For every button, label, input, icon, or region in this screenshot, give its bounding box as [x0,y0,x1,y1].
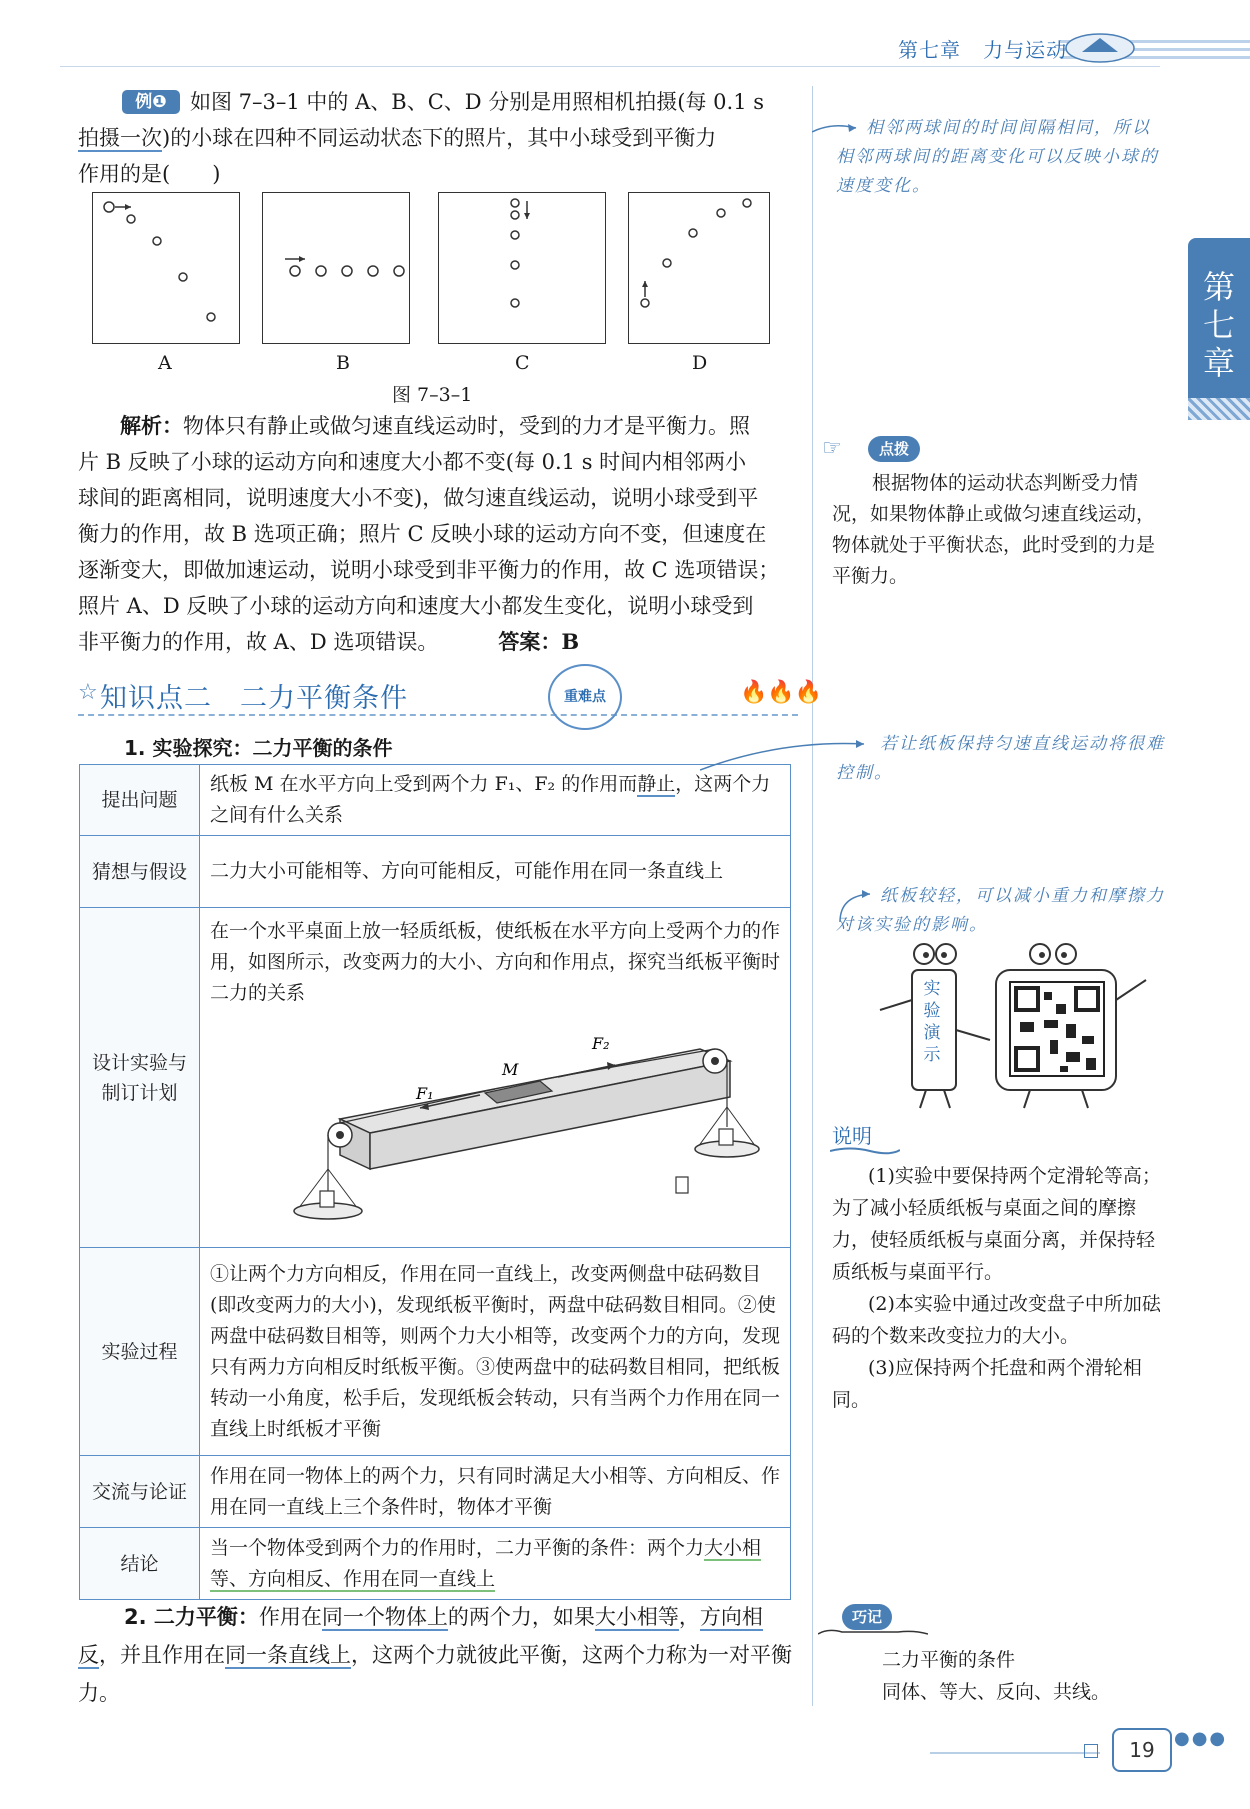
ball [342,266,352,276]
label-f2: F₂ [592,1034,610,1053]
cell-text: 在一个水平桌面上放一轻质纸板，使纸板在水平方向上受两个力的作用，如图所示，改变两力的大小、方向和作用点，探究当纸板平衡时二力的关系 [210,920,781,1004]
section-2 [78,1598,798,1712]
label-f1: F₁ [416,1084,434,1103]
explanation-item: (2)本实验中通过改变盘子中所加砝码的个数来改变拉力的大小。 [832,1293,1161,1347]
table-row [80,1528,791,1600]
header-chapter: 第七章 [898,38,961,62]
table-head: 提出问题 [80,765,200,836]
section-2-keyword: 同一个物体上 [321,1605,448,1629]
mnemonic-underline [818,1626,928,1638]
tab-stripe [1188,398,1250,420]
left-pulley [336,1131,344,1139]
example-underline: 拍摄一次 [78,126,162,150]
answer-label: 答案： [498,629,562,654]
explanation-item: (1)实验中要保持两个定滑轮等高；为了减小轻质纸板与桌面之间的摩擦力，使轻质纸板与桌面分离，并保持轻质纸板与桌面平行。 [832,1165,1161,1283]
mnemonic-line: 二力平衡的条件 [882,1649,1016,1671]
table-row [80,1248,791,1456]
analysis-line: 片 B 反映了小球的运动方向和速度大小都不变(每 0.1 s 时间内相邻两小 [78,450,747,474]
example-line-3: 作用的是( ) [78,162,221,186]
knowledge-point-title: 知识点二 二力平衡条件 [100,683,408,714]
side-note-1-text: 相邻两球间的时间间隔相同，所以相邻两球间的距离变化可以反映小球的速度变化。 [836,118,1159,196]
section-2-keyword: 同一条直线上 [225,1643,351,1667]
cell-underline: 大小相等、方向相反、作用在同一直线上 [210,1536,762,1590]
ball [179,273,187,281]
ball [316,266,326,276]
star-icon: ☆ [78,680,98,705]
key-point-stamp: 重难点 [548,664,622,730]
section-2-text: 作用在 [258,1605,322,1629]
ball [743,199,751,207]
chapter-header [898,34,1067,63]
analysis-line: 照片 A、D 反映了小球的运动方向和速度大小都发生变化，说明小球受到 [78,594,754,618]
table-head: 实验过程 [80,1248,200,1456]
chapter-tab-label: 第七章 [1202,268,1235,382]
table-row [80,1456,791,1528]
mnemonic-text [882,1644,1110,1708]
panel-label-b: B [336,352,350,374]
table-cell: 二力大小可能相等、方向可能相反，可能作用在同一条直线上 [200,836,791,908]
table-cell: 作用在同一物体上的两个力，只有同时满足大小相等、方向相反、作用在同一直线上三个条件时，物体才平衡 [200,1456,791,1528]
analysis-label: 解析： [120,413,183,438]
panel-label-d: D [692,352,708,374]
ball [641,299,649,307]
table-row [80,908,791,1248]
section-2-label: 2. 二力平衡： [124,1605,259,1629]
header-title: 力与运动 [983,38,1068,62]
difficulty-flame-icon: 🔥🔥🔥 [740,680,823,705]
side-note-2-text: 若让纸板保持匀速直线运动将很难控制。 [836,734,1165,783]
cell-text: 当一个物体受到两个力的作用时，二力平衡的条件：两个力 [210,1536,705,1559]
photo-panel-c [438,192,606,344]
analysis [78,408,798,660]
table-cell [200,1528,791,1600]
weight [676,1177,688,1193]
demo-illustration [860,940,1160,1110]
table-cell: ①让两个力方向相反，作用在同一直线上，改变两侧盘中砝码数目(即改变两力的大小)，发现纸板平衡时，两盘中砝码数目相同。②使两盘中砝码数目相等，则两个力大小相等，改变两个力的方向，发现只有两力方向相反时纸板平衡。③使两盘中的砝码数目相同，把纸板转动一小角度，松手后，发现纸板会转动，只有当两个力作用在同一直线上时纸板才平衡 [200,1248,791,1456]
analysis-line: 球间的距离相同，说明速度大小不变)，做匀速直线运动，说明小球受到平 [78,486,759,510]
explanation-text [832,1160,1168,1416]
tip-text [832,468,1168,592]
tip-text-body: 根据物体的运动状态判断受力情况，如果物体静止或做匀速直线运动，物体就处于平衡状态，此时受到的力是平衡力。 [832,472,1156,587]
ball [104,202,114,212]
footer-square-icon [1084,1744,1098,1758]
chapter-tab[interactable] [1188,238,1250,408]
experiment-table [79,764,791,1600]
panel-label-c: C [515,352,530,374]
weight [719,1129,733,1145]
panel-label-a: A [158,352,172,374]
example-line-2: )的小球在四种不同运动状态下的照片，其中小球受到平衡力 [162,126,717,150]
photo-panel-b [262,192,410,344]
knowledge-point-rule [78,714,798,716]
ball [153,237,161,245]
ball [511,299,519,307]
section-2-text: ，这两个力就彼此平衡，这两个力称为一对平衡力。 [78,1643,792,1705]
section-2-keyword: 大小相等 [594,1605,679,1629]
answer-value: B [561,629,580,654]
analysis-line: 非平衡力的作用，故 A、D 选项错误。 [78,630,439,654]
ball [717,209,725,217]
example-line-1: 如图 7–3–1 中的 A、B、C、D 分别是用照相机拍摄(每 0.1 s [190,90,765,114]
apparatus-figure [220,1009,780,1229]
table-head [80,908,200,1248]
ball [127,215,135,223]
ball [511,199,519,207]
tip-badge: 点拨 [868,436,920,462]
table-head: 猜想与假设 [80,836,200,908]
table-row [80,836,791,908]
cell-underline: 静止 [637,773,676,795]
analysis-line: 逐渐变大，即做加速运动，说明小球受到非平衡力的作用，故 C 选项错误； [78,558,780,582]
section-2-text: 的两个力，如果 [447,1605,595,1629]
table-head: 交流与论证 [80,1456,200,1528]
ball [663,259,671,267]
side-note-1 [836,114,1166,201]
ball [511,231,519,239]
label-m: M [502,1060,519,1079]
ball [394,266,404,276]
mnemonic-badge: 巧记 [842,1604,892,1630]
page-number: 19 [1112,1728,1172,1772]
demo-label[interactable]: 实验演示 [923,979,941,1065]
analysis-line: 衡力的作用，故 B 选项正确；照片 C 反映小球的运动方向不变，但速度在 [78,522,767,546]
table-cell [200,908,791,1248]
analysis-line: 物体只有静止或做匀速直线运动时，受到的力才是平衡力。照 [183,414,750,438]
photo-panel-a [92,192,240,344]
figure-caption: 图 7–3–1 [392,384,473,406]
example-badge: 例❶ [122,90,180,114]
table-row [80,765,791,836]
side-note-3-text: 纸板较轻，可以减小重力和摩擦力对该实验的影响。 [836,886,1165,935]
photo-panel-d [628,192,770,344]
table-head: 结论 [80,1528,200,1600]
side-note-3 [836,882,1166,940]
ball [207,313,215,321]
explanation-title: 说明 [832,1124,872,1148]
section-1-title: 1. 实验探究：二力平衡的条件 [124,736,393,760]
cell-text: 纸板 M 在水平方向上受到两个力 F₁、F₂ 的作用而 [210,773,638,795]
side-note-2 [836,730,1166,788]
footer-rule [930,1752,1100,1754]
mnemonic-line: 同体、等大、反向、共线。 [882,1681,1111,1703]
pointing-hand-icon: ☞ [822,436,842,461]
cell-text: ，这两个力之间有什么关系 [210,773,771,826]
ball [368,266,378,276]
example-question [78,84,798,192]
right-pulley [711,1057,719,1065]
header-rule [60,66,1160,67]
section-2-text: ， [678,1605,700,1629]
head-text: 设计实验与制订计划 [91,1051,187,1104]
ball [511,261,519,269]
footer-dots-icon: ●●● [1174,1728,1228,1749]
section-2-keyword: 方向相反 [78,1605,763,1667]
title-underline [830,1146,900,1156]
ball [290,266,300,276]
explanation-item: (3)应保持两个托盘和两个滑轮相同。 [832,1357,1142,1411]
section-2-text: ，并且作用在 [99,1643,225,1667]
ball [511,211,519,219]
sidebar-divider [812,86,813,1706]
qr-code-icon [1010,982,1104,1076]
weight [320,1191,334,1207]
ball [689,229,697,237]
